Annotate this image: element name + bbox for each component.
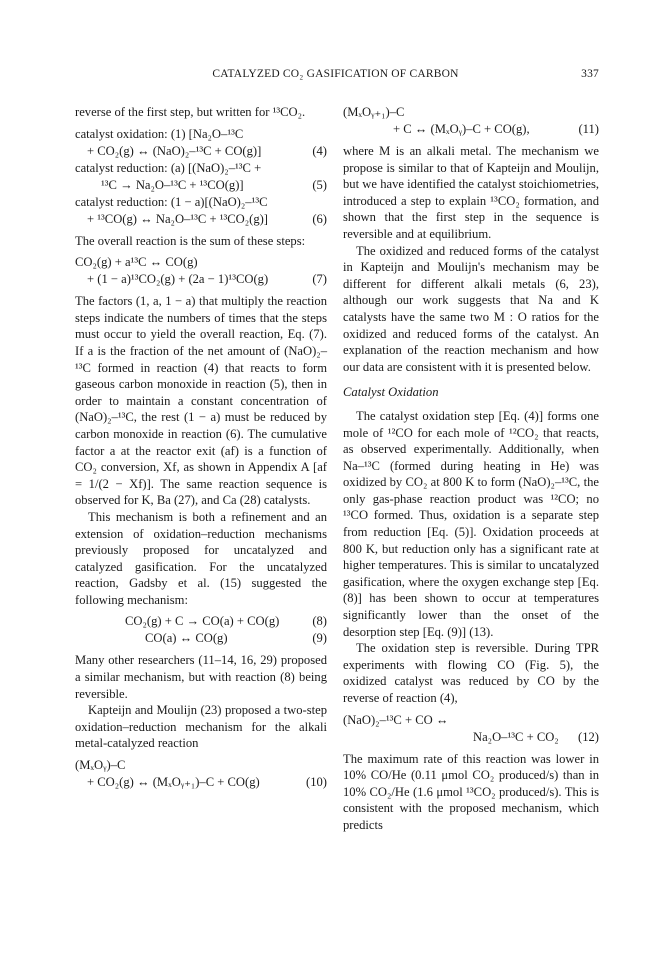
equation-text: (NaO)₂–¹³C + CO ↔	[343, 712, 449, 727]
equation-text: catalyst reduction: (1 − a)[(NaO)₂–¹³C	[75, 194, 268, 209]
equation-text: + ¹³CO(g) ↔ Na₂O–¹³C + ¹³CO₂(g)]	[87, 211, 269, 226]
paragraph: The overall reaction is the sum of these steps:	[75, 233, 306, 248]
equation-6-line-2	[75, 211, 327, 228]
equation-5-line-2	[75, 177, 327, 194]
paragraph: The catalyst oxidation step [Eq. (4)] forms one mole of ¹²CO for each mole of ¹²CO₂ that reacts, as observed experimentally. Additionally, when Na–¹³C (formed during heating in He) was oxidized by CO₂ at 800 K to form (NaO)₂–¹³C, the only gas-phase reaction product was ¹²CO; no ¹³CO formed. Thus, oxidation is a separate step from reduction [Eq. (5)]. Oxidation proceeds at 800 K, but reduction only has a significant rate at higher temperatures. This is similar to uncatalyzed gasification, where the oxygen exchange step [Eq. (8)] has been shown to occur at temperatures significantly lower than the onset of the desorption step [Eq. (9)] (13).	[343, 408, 599, 639]
paragraph: Kapteijn and Moulijn (23) proposed a two-step oxidation–reduction mechanism for the alkali metal-catalyzed reaction	[75, 703, 327, 751]
equation-6-line-1	[75, 194, 327, 211]
running-title: CATALYZED CO₂ GASIFICATION OF CARBON	[212, 68, 459, 80]
equation-10-line-1	[75, 757, 327, 774]
equation-number: (6)	[312, 211, 327, 226]
equation-text: (MₓOᵧ₊₁)–C	[343, 105, 405, 119]
equation-8	[75, 613, 327, 630]
equation-text: catalyst oxidation: (1) [Na₂O–¹³C	[75, 126, 244, 141]
paragraph: The maximum rate of this reaction was lower in 10% CO/He (0.11 μmol CO₂ produced/s) than in 10% CO₂/He (1.6 μmol ¹³CO₂ produced/s). This is consistent with the proposed mechanism, which predicts	[343, 751, 599, 832]
equation-text: + (1 − a)¹³CO₂(g) + (2a − 1)¹³CO(g)	[87, 272, 269, 287]
equation-number: (10)	[306, 775, 327, 790]
equation-text: catalyst reduction: (a) [(NaO)₂–¹³C +	[75, 160, 262, 175]
equation-text: + CO₂(g) ↔ (MₓOᵧ₊₁)–C + CO(g)	[87, 775, 260, 790]
equation-text: ¹³C → Na₂O–¹³C + ¹³CO(g)]	[101, 177, 244, 192]
paragraph: The factors (1, a, 1 − a) that multiply the reaction steps indicate the numbers of times that the steps must occur to yield the overall reaction, Eq. (7). If a is the fraction of the net amount of (NaO)₂–¹³C formed in reaction (4) that reacts to form gaseous carbon monoxide in reaction (5), then in order to maintain a constant concentration of (NaO)₂–¹³C, the rest (1 − a) must be reduced by carbon monoxide in reaction (6). The cumulative factor a at the reactor exit (af) is a function of CO₂ conversion, Xf, as shown in Appendix A [af = 1/(2 − Xf)]. The same reaction sequence is observed for K, Ba (27), and Ca (28) catalysts.	[75, 294, 327, 508]
equation-text: (MₓOᵧ)–C	[75, 758, 126, 773]
paragraph: This mechanism is both a refinement and an extension of oxidation–reduction mechanisms previously proposed for uncatalyzed and catalyzed gasification. For the uncatalyzed reaction, Gadsby et al. (15) suggested the following mechanism:	[75, 509, 327, 607]
equation-text: Na₂O–¹³C + CO₂	[473, 729, 559, 744]
equation-number: (4)	[312, 143, 327, 158]
paragraph: reverse of the first step, but written for ¹³CO₂.	[75, 105, 306, 119]
equation-number: (11)	[578, 122, 599, 136]
running-header	[72, 68, 599, 86]
right-column	[343, 104, 599, 834]
equation-12-line-1	[343, 712, 599, 729]
paragraph: where M is an alkali metal. The mechanism we propose is similar to that of Kapteijn and Moulijn, but we have identified the catalyst stoichiometries, introduced a step to explain ¹³CO₂ formation, and shown that the first step in the sequence is reversible and at equilibrium.	[343, 144, 599, 241]
equation-12-line-2	[343, 729, 599, 746]
equation-11-line-2	[343, 121, 599, 138]
equation-9	[75, 630, 327, 647]
equation-4-line-2	[75, 143, 327, 160]
page-number: 337	[581, 68, 599, 80]
equation-10-line-2	[75, 774, 327, 791]
equation-number: (12)	[578, 729, 599, 744]
equation-4-line-1	[75, 126, 327, 143]
equation-11-line-1	[343, 104, 599, 121]
equation-5-line-1	[75, 160, 327, 177]
equation-number: (9)	[312, 631, 327, 646]
equation-text: CO₂(g) + a¹³C ↔ CO(g)	[75, 255, 198, 270]
equation-number: (8)	[312, 614, 327, 629]
equation-number: (7)	[312, 272, 327, 287]
paragraph: The oxidation step is reversible. During TPR experiments with flowing CO (Fig. 5), the oxidized catalyst was reduced by CO by the reverse of reaction (4),	[343, 641, 599, 705]
equation-number: (5)	[312, 177, 327, 192]
equation-text: + C ↔ (MₓOᵧ)–C + CO(g),	[393, 122, 530, 136]
equation-7-line-1	[75, 254, 327, 271]
paragraph: Many other researchers (11–14, 16, 29) proposed a similar mechanism, but with reaction (8) being reversible.	[75, 653, 327, 701]
equation-text: CO₂(g) + C → CO(a) + CO(g)	[125, 614, 280, 629]
equation-7-line-2	[75, 271, 327, 288]
section-heading: Catalyst Oxidation	[343, 385, 439, 400]
left-column	[75, 104, 327, 791]
equation-text: CO(a) ↔ CO(g)	[145, 631, 228, 646]
paragraph: The oxidized and reduced forms of the catalyst in Kapteijn and Moulijn's mechanism may be different for different alkali metals (6, 23), although our work suggests that Na and K catalysts have the same two M : O ratios for the oxidized and reduced forms of the catalyst. An explanation of the reaction mechanism and how our data are consistent with it is presented below.	[343, 243, 599, 374]
equation-text: + CO₂(g) ↔ (NaO)₂–¹³C + CO(g)]	[87, 143, 262, 158]
